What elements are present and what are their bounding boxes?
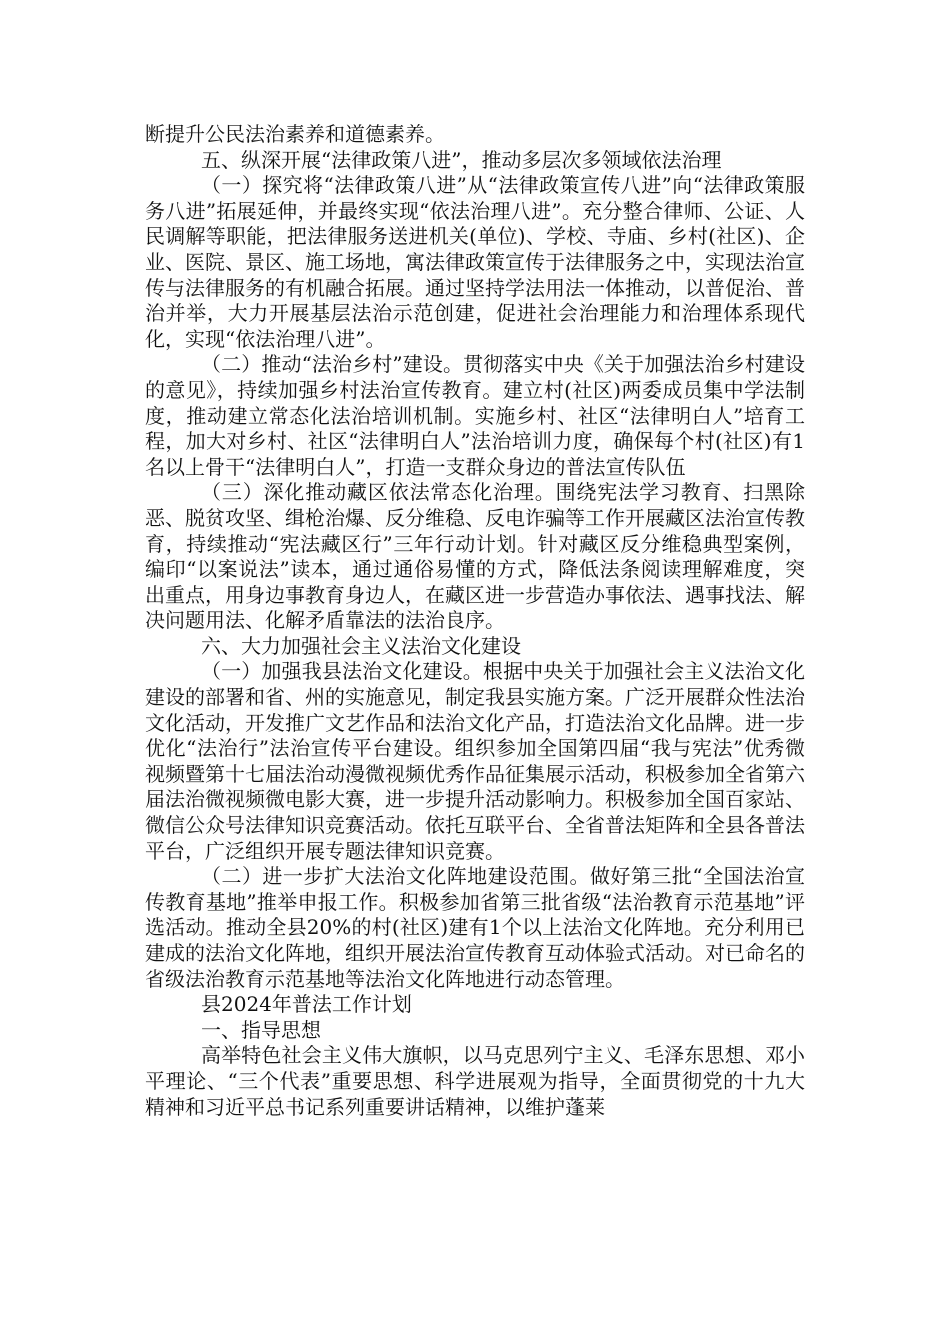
paragraph-six-one: （一）加强我县法治文化建设。根据中央关于加强社会主义法治文化建设的部署和省、州的实施意见，制定我县实施方案。广泛开展群众性法治文化活动，开发推广文艺作品和法治文化产品，打造法治文化品牌。进一步优化“法治行”法治宣传平台建设。组织参加全国第四届“我与宪法”优秀微视频暨第十七届法治动漫微视频优秀作品征集展示活动，积极参加全省第六届法治微视频微电影大赛，进一步提升活动影响力。积极参加全国百家站、微信公众号法律知识竞赛活动。依托互联平台、全省普法矩阵和全县各普法平台，广泛组织开展专题法律知识竞赛。 <box>145 659 805 863</box>
section-heading-guiding-thought: 一、指导思想 <box>201 1017 321 1042</box>
paragraph-five-one: （一）探究将“法律政策八进”从“法律政策宣传八进”向“法律政策服务八进”拓展延伸，并最终实现“依法治理八进”。充分整合律师、公证、人民调解等职能，把法律服务送进机关(单位)、学校、寺庙、乡村(社区)、企业、医院、景区、施工场地，寓法律政策宣传于法律服务之中，实现法治宣传与法律服务的有机融合拓展。通过坚持学法用法一体推动，以普促治、普治并举，大力开展基层法治示范创建，促进社会治理能力和治理体系现代化，实现“依法治理八进”。 <box>145 173 805 351</box>
section-heading-six: 六、大力加强社会主义法治文化建设 <box>201 633 521 658</box>
paragraph-six-two: （二）进一步扩大法治文化阵地建设范围。做好第三批“全国法治宣传教育基地”推举申报工作。积极参加省第三批省级“法治教育示范基地”评选活动。推动全县20%的村(社区)建有1个以上法治文化阵地。充分利用已建成的法治文化阵地，组织开展法治宣传教育互动体验式活动。对已命名的省级法治教育示范基地等法治文化阵地进行动态管理。 <box>145 864 805 991</box>
paragraph-guiding-thought: 高举特色社会主义伟大旗帜，以马克思列宁主义、毛泽东思想、邓小平理论、“三个代表”重要思想、科学进展观为指导，全面贯彻党的十九大精神和习近平总书记系列重要讲话精神，以维护蓬莱 <box>145 1043 805 1119</box>
section-heading-five: 五、纵深开展“法律政策八进”，推动多层次多领域依法治理 <box>201 147 722 172</box>
paragraph-five-two: （二）推动“法治乡村”建设。贯彻落实中央《关于加强法治乡村建设的意见》，持续加强乡村法治宣传教育。建立村(社区)两委成员集中学法制度，推动建立常态化法治培训机制。实施乡村、社区“法律明白人”培育工程，加大对乡村、社区“法律明白人”法治培训力度，确保每个村(社区)有1名以上骨干“法律明白人”，打造一支群众身边的普法宣传队伍 <box>145 352 805 479</box>
document-body <box>145 122 805 1120</box>
paragraph-continuation: 断提升公民法治素养和道德素养。 <box>145 122 445 146</box>
document-title-2024-plan: 县2024年普法工作计划 <box>201 992 412 1017</box>
paragraph-five-three: （三）深化推动藏区依法常态化治理。围绕宪法学习教育、扫黑除恶、脱贫攻坚、缉枪治爆、反分维稳、反电诈骗等工作开展藏区法治宣传教育，持续推动“宪法藏区行”三年行动计划。针对藏区反分维稳典型案例，编印“以案说法”读本，通过通俗易懂的方式，降低法条阅读理解难度，突出重点，用身边事教育身边人，在藏区进一步营造办事依法、遇事找法、解决问题用法、化解矛盾靠法的法治良序。 <box>145 480 805 633</box>
